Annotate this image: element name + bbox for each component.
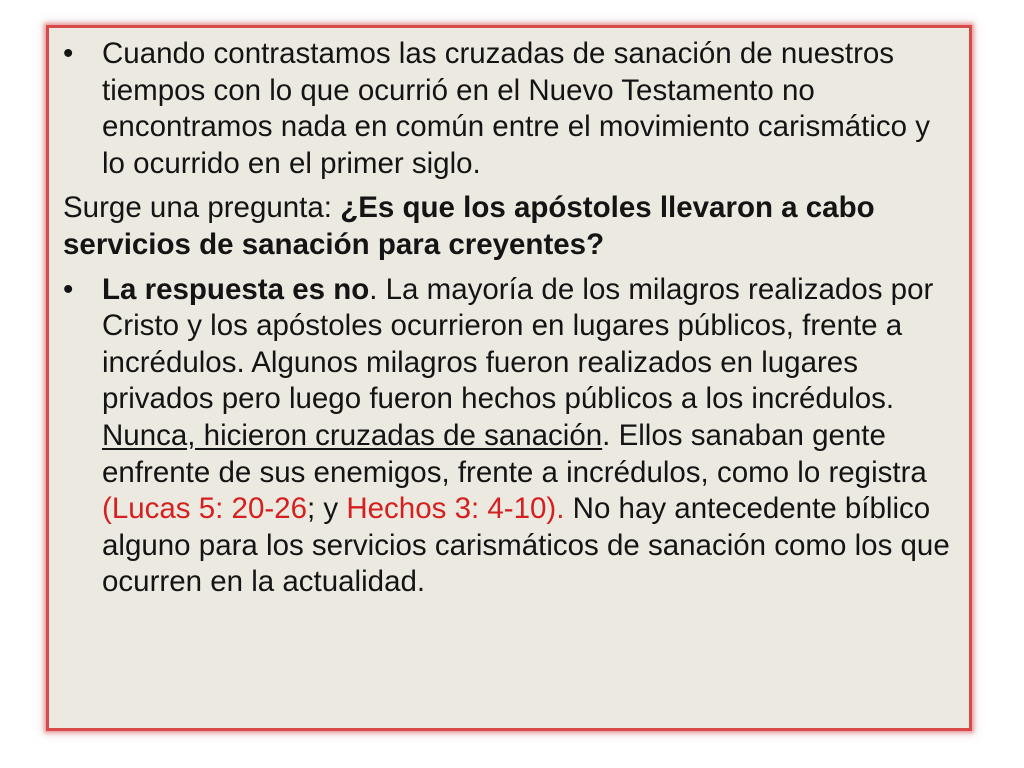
- answer-body-b: . Ellos sanaban gente enfrente de sus enemigos, frente a incrédulos, como lo registra: [102, 418, 927, 489]
- question-paragraph: [63, 190, 955, 263]
- bullet-paragraph-answer: [63, 272, 955, 601]
- paragraph-text: Cuando contrastamos las cruzadas de sanación de nuestros tiempos con lo que ocurrió en el Nuevo Testamento no encontramos nada en común entre el movimiento carismático y lo ocurrido en el primer siglo.: [102, 37, 931, 180]
- reference-lucas: (Lucas 5: 20-26: [102, 492, 307, 526]
- reference-hechos: Hechos 3: 4-10).: [346, 492, 565, 526]
- slide-frame: [46, 25, 972, 731]
- reference-separator: ; y: [307, 492, 347, 526]
- answer-text: La respuesta es no: [102, 272, 370, 306]
- question-text: ¿Es que los apóstoles llevaron a cabo servicios de sanación para creyentes?: [63, 191, 875, 261]
- emphasis-text: Nunca, hicieron cruzadas de sanación: [102, 418, 603, 452]
- bullet-paragraph-contrast: [63, 36, 955, 182]
- slide-content: [63, 36, 955, 609]
- bullet-icon: •: [63, 37, 74, 70]
- question-lead: Surge una pregunta:: [63, 191, 341, 225]
- bullet-icon: •: [63, 272, 74, 306]
- answer-body-c: No hay antecedente bíblico alguno para los servicios carismáticos de sanación como los que ocurren en la actualidad.: [102, 492, 950, 599]
- answer-body-a: . La mayoría de los milagros realizados por Cristo y los apóstoles ocurrieron en lugares públicos, frente a incrédulos. Algunos milagros fueron realizados en lugares privados pero luego fueron hechos públicos a los incrédulos.: [102, 272, 934, 416]
